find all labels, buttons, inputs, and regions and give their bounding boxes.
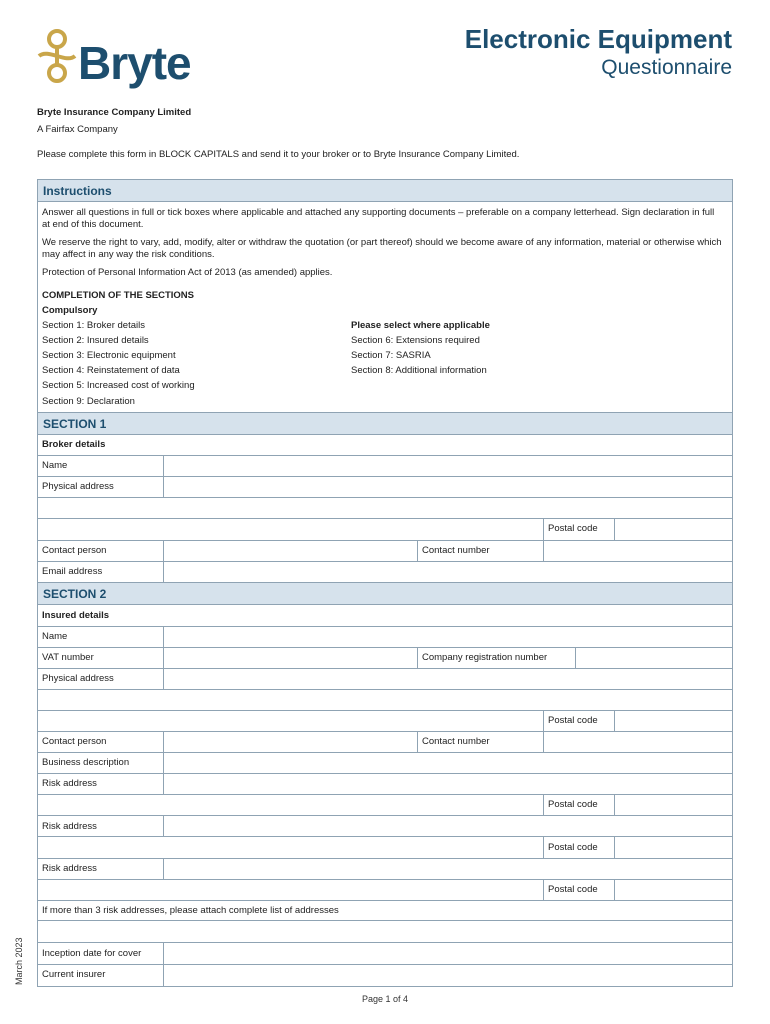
- vat-number-field[interactable]: [163, 647, 417, 668]
- section1-subheading: Broker details: [42, 439, 106, 450]
- section2-header: [37, 582, 733, 605]
- form-title: Electronic Equipment: [464, 24, 732, 54]
- broker-name-label: Name: [42, 460, 68, 471]
- current-insurer-label: Current insurer: [42, 969, 106, 980]
- compulsory-item: Section 5: Increased cost of working: [42, 380, 195, 391]
- insured-contact-number-field[interactable]: [543, 731, 733, 752]
- form-instruction: Please complete this form in BLOCK CAPITALS and send it to your broker or to Bryte Insurance Company Limited.: [37, 149, 520, 160]
- broker-postal-label: Postal code: [548, 523, 598, 534]
- company-name: Bryte Insurance Company Limited: [37, 107, 192, 118]
- insured-contact-person-field[interactable]: [163, 731, 417, 752]
- company-reg-label: Company registration number: [422, 652, 548, 663]
- instructions-para2: We reserve the right to vary, add, modify, alter or withdraw the quotation (or part thereof) should we become aware of any information, material or otherwise which may affect in any way the risk conditions.: [42, 237, 722, 260]
- company-tagline: A Fairfax Company: [37, 124, 118, 135]
- risk-postal-1-label: Postal code: [548, 799, 598, 810]
- section2-heading: SECTION 2: [43, 587, 107, 601]
- insured-postal-label: Postal code: [548, 715, 598, 726]
- inception-date-label: Inception date for cover: [42, 948, 142, 959]
- risk-postal-2-label: Postal code: [548, 842, 598, 853]
- broker-contact-person-label: Contact person: [42, 545, 107, 556]
- broker-contact-number-label: Contact number: [422, 545, 490, 556]
- completion-heading: COMPLETION OF THE SECTIONS: [42, 290, 195, 301]
- insured-address-label: Physical address: [42, 673, 114, 684]
- risk-postal-3-label: Postal code: [548, 884, 598, 895]
- broker-email-label: Email address: [42, 566, 103, 577]
- risk-address-2-line2[interactable]: [37, 836, 543, 858]
- business-description-label: Business description: [42, 757, 130, 768]
- risk-postal-3-field[interactable]: [614, 879, 733, 900]
- broker-address-field[interactable]: [163, 476, 733, 497]
- company-reg-field[interactable]: [575, 647, 733, 668]
- instructions-para3: Protection of Personal Information Act of 2013 (as amended) applies.: [42, 267, 333, 278]
- insured-address-line2[interactable]: [37, 689, 733, 710]
- compulsory-item: Section 9: Declaration: [42, 396, 135, 407]
- optional-item: Section 8: Additional information: [351, 365, 487, 376]
- section1-header: [37, 412, 733, 435]
- risk-address-1-line2[interactable]: [37, 794, 543, 815]
- insured-name-field[interactable]: [163, 626, 733, 647]
- brand-name: Bryte: [78, 37, 191, 89]
- risk-postal-2-field[interactable]: [614, 836, 733, 858]
- compulsory-item: Section 4: Reinstatement of data: [42, 365, 180, 376]
- broker-address-label: Physical address: [42, 481, 114, 492]
- section1-heading: SECTION 1: [43, 417, 107, 431]
- instructions-heading: Instructions: [43, 184, 112, 198]
- broker-postal-field[interactable]: [614, 518, 733, 540]
- broker-contact-number-field[interactable]: [543, 540, 733, 561]
- risk-postal-1-field[interactable]: [614, 794, 733, 815]
- broker-email-field[interactable]: [163, 561, 733, 582]
- form-subtitle: Questionnaire: [601, 56, 732, 79]
- insured-postal-field[interactable]: [614, 710, 733, 731]
- business-description-field[interactable]: [163, 752, 733, 773]
- insured-contact-number-label: Contact number: [422, 736, 490, 747]
- bryte-logo-mark: [36, 26, 78, 88]
- compulsory-item: Section 2: Insured details: [42, 335, 149, 346]
- revision-date: March 2023: [14, 937, 24, 985]
- more-risk-addresses-note: If more than 3 risk addresses, please attach complete list of addresses: [42, 905, 339, 916]
- risk-address-2-label: Risk address: [42, 821, 97, 832]
- risk-address-3-field[interactable]: [163, 858, 733, 879]
- optional-heading: Please select where applicable: [351, 320, 490, 331]
- risk-address-3-label: Risk address: [42, 863, 97, 874]
- broker-address-line3[interactable]: [37, 518, 543, 540]
- page-number: Page 1 of 4: [361, 994, 409, 1004]
- current-insurer-field[interactable]: [163, 964, 733, 986]
- compulsory-heading: Compulsory: [42, 305, 98, 316]
- optional-item: Section 6: Extensions required: [351, 335, 480, 346]
- instructions-header: [37, 179, 733, 202]
- insured-name-label: Name: [42, 631, 68, 642]
- section2-subheading: Insured details: [42, 610, 110, 621]
- optional-item: Section 7: SASRIA: [351, 350, 431, 361]
- vat-number-label: VAT number: [42, 652, 94, 663]
- compulsory-item: Section 1: Broker details: [42, 320, 145, 331]
- broker-name-field[interactable]: [163, 455, 733, 476]
- instructions-para1: Answer all questions in full or tick boxes where applicable and attached any supporting documents – preferable on a company letterhead. Sign declaration in full at end of this document.: [42, 207, 715, 230]
- insured-address-line3[interactable]: [37, 710, 543, 731]
- risk-address-2-field[interactable]: [163, 815, 733, 836]
- insured-contact-person-label: Contact person: [42, 736, 107, 747]
- risk-address-1-field[interactable]: [163, 773, 733, 794]
- broker-contact-person-field[interactable]: [163, 540, 417, 561]
- broker-address-line2[interactable]: [37, 497, 733, 518]
- compulsory-item: Section 3: Electronic equipment: [42, 350, 176, 361]
- insured-address-field[interactable]: [163, 668, 733, 689]
- risk-address-3-line2[interactable]: [37, 879, 543, 900]
- additional-addresses-field[interactable]: [37, 920, 733, 942]
- risk-address-1-label: Risk address: [42, 778, 97, 789]
- inception-date-field[interactable]: [163, 942, 733, 964]
